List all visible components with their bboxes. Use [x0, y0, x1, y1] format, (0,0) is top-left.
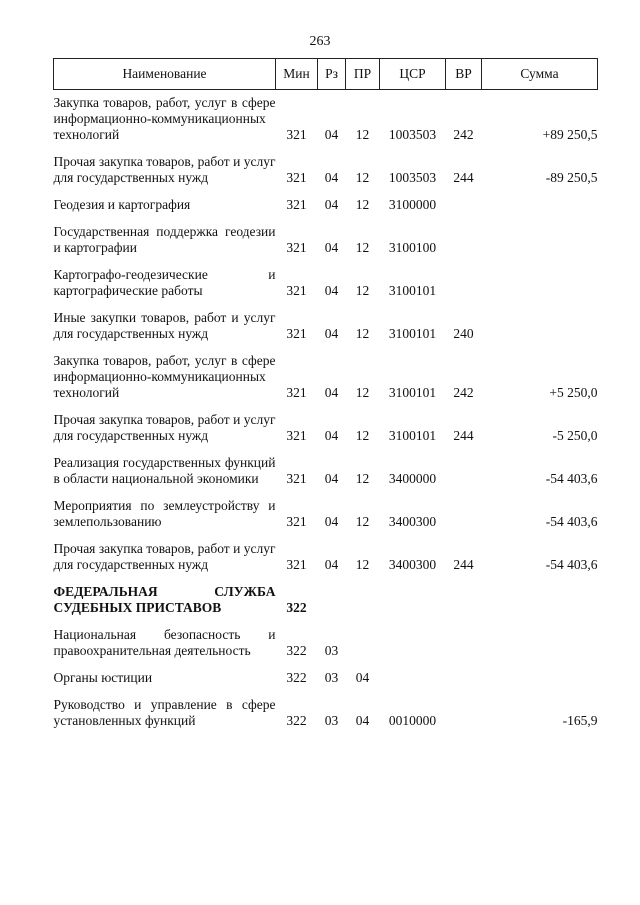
cell-name: Иные закупки товаров, работ и услуг для государственных нужд — [53, 310, 276, 341]
cell-pr: 04 — [355, 713, 370, 728]
cell-sum: -89 250,5 — [545, 170, 598, 185]
cell-vr — [446, 450, 482, 493]
table-row — [54, 192, 598, 219]
cell-name: ФЕДЕРАЛЬНАЯ СЛУЖБА СУДЕБНЫХ ПРИСТАВОВ — [53, 584, 276, 615]
cell-csr: 3100100 — [388, 240, 437, 255]
cell-pr: 12 — [355, 326, 370, 341]
cell-rz: 03 — [324, 713, 339, 728]
table-row — [54, 90, 598, 150]
cell-pr: 12 — [355, 385, 370, 400]
cell-sum: -54 403,6 — [545, 471, 598, 486]
cell-min: 321 — [286, 197, 307, 212]
cell-csr: 3400300 — [388, 557, 437, 572]
cell-pr: 12 — [355, 428, 370, 443]
cell-vr — [446, 665, 482, 692]
budget-table — [53, 58, 598, 735]
cell-rz — [318, 579, 346, 622]
table-body — [54, 90, 598, 736]
cell-rz: 04 — [324, 127, 339, 142]
cell-csr: 3400300 — [388, 514, 437, 529]
cell-sum: +89 250,5 — [542, 127, 598, 142]
cell-min: 322 — [286, 643, 307, 658]
cell-rz: 04 — [324, 557, 339, 572]
cell-name: Мероприятия по землеустройству и землепользованию — [53, 498, 276, 529]
cell-csr: 3400000 — [388, 471, 437, 486]
cell-pr: 12 — [355, 471, 370, 486]
cell-sum: +5 250,0 — [549, 385, 598, 400]
cell-vr — [446, 692, 482, 735]
header-rz: Рз — [318, 59, 346, 90]
cell-sum — [482, 219, 598, 262]
cell-name: Национальная безопасность и правоохранительная деятельность — [53, 627, 276, 658]
table-row — [54, 579, 598, 622]
cell-sum — [482, 665, 598, 692]
cell-sum — [482, 622, 598, 665]
cell-pr: 12 — [355, 557, 370, 572]
table-row — [54, 692, 598, 735]
cell-vr: 242 — [453, 385, 474, 400]
cell-name: Закупка товаров, работ, услуг в сфере информационно-коммуникационных технологий — [53, 95, 276, 142]
cell-rz: 04 — [324, 471, 339, 486]
cell-rz: 04 — [324, 240, 339, 255]
cell-min: 321 — [286, 428, 307, 443]
cell-csr: 3100101 — [388, 283, 437, 298]
cell-sum — [482, 262, 598, 305]
cell-sum — [482, 579, 598, 622]
cell-vr: 240 — [453, 326, 474, 341]
table-row — [54, 450, 598, 493]
table-row — [54, 348, 598, 407]
header-pr: ПР — [346, 59, 380, 90]
cell-vr — [446, 493, 482, 536]
cell-name: Прочая закупка товаров, работ и услуг для государственных нужд — [53, 412, 276, 443]
cell-vr: 244 — [453, 428, 474, 443]
cell-csr: 3100000 — [388, 197, 437, 212]
table-row — [54, 262, 598, 305]
cell-name: Прочая закупка товаров, работ и услуг для государственных нужд — [53, 541, 276, 572]
cell-name: Реализация государственных функций в области национальной экономики — [53, 455, 276, 486]
cell-vr — [446, 219, 482, 262]
cell-min: 322 — [286, 600, 307, 615]
cell-min: 322 — [286, 670, 307, 685]
cell-csr: 3100101 — [388, 385, 437, 400]
cell-pr: 12 — [355, 197, 370, 212]
cell-min: 321 — [286, 557, 307, 572]
cell-min: 322 — [286, 713, 307, 728]
cell-min: 321 — [286, 471, 307, 486]
cell-csr: 1003503 — [388, 127, 437, 142]
table-row — [54, 149, 598, 192]
cell-csr: 3100101 — [388, 326, 437, 341]
cell-csr — [380, 579, 446, 622]
table-header — [54, 59, 598, 90]
table-row — [54, 622, 598, 665]
cell-csr: 0010000 — [388, 713, 437, 728]
header-csr: ЦСР — [380, 59, 446, 90]
cell-min: 321 — [286, 283, 307, 298]
cell-name: Органы юстиции — [53, 670, 153, 685]
cell-sum: -5 250,0 — [552, 428, 598, 443]
cell-pr: 04 — [355, 670, 370, 685]
cell-sum: -54 403,6 — [545, 557, 598, 572]
header-row — [54, 59, 598, 90]
cell-sum — [482, 305, 598, 348]
table-row — [54, 536, 598, 579]
cell-name: Закупка товаров, работ, услуг в сфере информационно-коммуникационных технологий — [53, 353, 276, 400]
page-number: 263 — [309, 34, 331, 49]
table-row — [54, 493, 598, 536]
cell-sum: -54 403,6 — [545, 514, 598, 529]
cell-rz: 04 — [324, 514, 339, 529]
header-name: Наименование — [54, 59, 276, 90]
cell-vr — [446, 579, 482, 622]
header-min: Мин — [276, 59, 318, 90]
cell-csr: 3100101 — [388, 428, 437, 443]
cell-pr — [346, 622, 380, 665]
cell-vr — [446, 262, 482, 305]
cell-rz: 04 — [324, 428, 339, 443]
cell-csr — [380, 665, 446, 692]
cell-pr — [346, 579, 380, 622]
cell-min: 321 — [286, 240, 307, 255]
cell-rz: 04 — [324, 326, 339, 341]
cell-vr: 242 — [453, 127, 474, 142]
header-vr: ВР — [446, 59, 482, 90]
cell-min: 321 — [286, 385, 307, 400]
cell-min: 321 — [286, 326, 307, 341]
cell-rz: 04 — [324, 385, 339, 400]
cell-sum — [482, 192, 598, 219]
cell-rz: 04 — [324, 283, 339, 298]
cell-min: 321 — [286, 514, 307, 529]
cell-csr: 1003503 — [388, 170, 437, 185]
table-row — [54, 305, 598, 348]
cell-pr: 12 — [355, 240, 370, 255]
cell-pr: 12 — [355, 170, 370, 185]
table-row — [54, 665, 598, 692]
cell-vr: 244 — [453, 557, 474, 572]
cell-rz: 03 — [324, 670, 339, 685]
header-sum: Сумма — [482, 59, 598, 90]
cell-pr: 12 — [355, 127, 370, 142]
cell-name: Руководство и управление в сфере установленных функций — [53, 697, 276, 728]
cell-csr — [380, 622, 446, 665]
cell-name: Картографо-геодезические и картографические работы — [53, 267, 276, 298]
table-row — [54, 219, 598, 262]
cell-vr — [446, 622, 482, 665]
cell-name: Прочая закупка товаров, работ и услуг для государственных нужд — [53, 154, 276, 185]
table-row — [54, 407, 598, 450]
cell-rz: 04 — [324, 170, 339, 185]
cell-min: 321 — [286, 127, 307, 142]
cell-name: Геодезия и картография — [53, 197, 191, 212]
cell-min: 321 — [286, 170, 307, 185]
cell-pr: 12 — [355, 514, 370, 529]
cell-vr: 244 — [453, 170, 474, 185]
cell-pr: 12 — [355, 283, 370, 298]
cell-sum: -165,9 — [562, 713, 598, 728]
cell-rz: 04 — [324, 197, 339, 212]
cell-rz: 03 — [324, 643, 339, 658]
cell-name: Государственная поддержка геодезии и картографии — [53, 224, 276, 255]
cell-vr — [446, 192, 482, 219]
